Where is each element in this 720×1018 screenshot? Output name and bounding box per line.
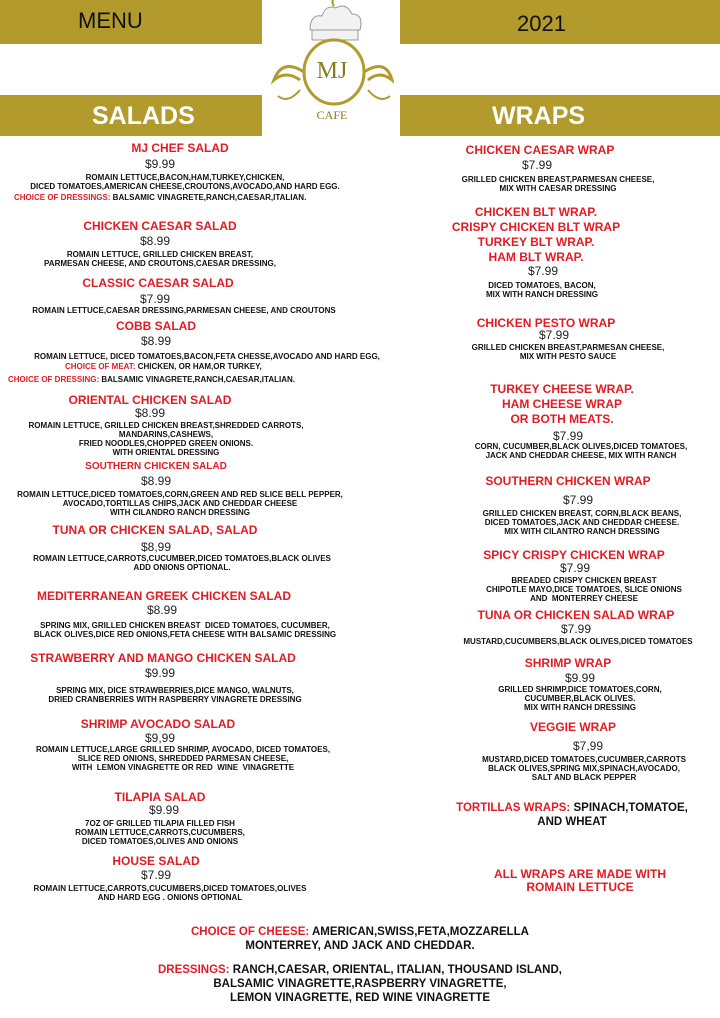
salad-8-name: STRAWBERRY AND MANGO CHICKEN SALAD bbox=[30, 651, 296, 665]
salad-0-choice: CHOICE OF DRESSINGS: BALSAMIC VINAGRETE,RANCH,CAESAR,ITALIAN. bbox=[14, 193, 307, 202]
salad-2-name: CLASSIC CAESAR SALAD bbox=[82, 276, 234, 290]
wrap-7-name: SHRIMP WRAP bbox=[524, 656, 612, 670]
salad-4-desc: ROMAIN LETTUCE, GRILLED CHICKEN BREAST,SHREDDED CARROTS, MANDARINS,CASHEWS, FRIED NOODLES,CHOPPED GREEN ONIONS. WITH ORIENTAL DRESSING bbox=[28, 421, 304, 457]
wrap-4-price: $7.99 bbox=[562, 493, 594, 507]
salad-3-choice-dressing: CHOICE OF DRESSING: BALSAMIC VINAGRETE,RANCH,CAESAR,ITALIAN. bbox=[8, 375, 295, 384]
wrap-2-price: $7.99 bbox=[538, 328, 570, 342]
salad-1-price: $8.99 bbox=[139, 234, 171, 248]
salad-0-name: MJ CHEF SALAD bbox=[131, 141, 229, 155]
wrap-1-price: $7.99 bbox=[527, 264, 559, 278]
salad-0-desc: ROMAIN LETTUCE,BACON,HAM,TURKEY,CHICKEN, DICED TOMATOES,AMERICAN CHEESE,CROUTONS,AVOCADO,AND HARD EGG. bbox=[30, 173, 340, 191]
salad-11-price: $7.99 bbox=[140, 868, 172, 882]
logo bbox=[270, 0, 394, 128]
choice-of-cheese: CHOICE OF CHEESE: AMERICAN,SWISS,FETA,MOZZARELLA MONTERREY, AND JACK AND CHEDDAR. bbox=[191, 926, 529, 952]
logo-initials: MJ bbox=[316, 58, 348, 84]
wrap-8-desc: MUSTARD,DICED TOMATOES,CUCUMBER,CARROTS BLACK OLIVES,SPRING MIX,SPINACH,AVOCADO, SALT AND BLACK PEPPER bbox=[482, 755, 686, 782]
wrap-3-desc: CORN, CUCUMBER,BLACK OLIVES,DICED TOMATOES, JACK AND CHEDDAR CHEESE, MIX WITH RANCH bbox=[474, 442, 688, 460]
wraps-heading: WRAPS bbox=[492, 102, 586, 130]
wrap-7-desc: GRILLED SHRIMP,DICE TOMATOES,CORN, CUCUMBER,BLACK OLIVES. MIX WITH RANCH DRESSING bbox=[498, 685, 662, 712]
salads-heading: SALADS bbox=[92, 102, 195, 130]
wrap-8-name: VEGGIE WRAP bbox=[529, 720, 616, 734]
wrap-1-desc: DICED TOMATOES, BACON, MIX WITH RANCH DRESSING bbox=[486, 281, 598, 299]
wraps-note: ALL WRAPS ARE MADE WITH ROMAIN LETTUCE bbox=[494, 867, 666, 894]
salad-0-price: $9.99 bbox=[144, 157, 176, 171]
salad-3-name: COBB SALAD bbox=[116, 319, 196, 333]
salad-2-desc: ROMAIN LETTUCE,CAESAR DRESSING,PARMESAN CHEESE, AND CROUTONS bbox=[32, 306, 336, 315]
wrap-0-name: CHICKEN CAESAR WRAP bbox=[465, 143, 615, 157]
salad-10-price: $9.99 bbox=[148, 803, 180, 817]
salad-11-name: HOUSE SALAD bbox=[112, 854, 200, 868]
salad-10-desc: 7OZ OF GRILLED TILAPIA FILLED FISH ROMAIN LETTUCE,CARROTS,CUCUMBERS, DICED TOMATOES,OLIVES AND ONIONS bbox=[75, 819, 245, 846]
wrap-2-name: CHICKEN PESTO WRAP bbox=[476, 316, 616, 330]
tortillas-wraps: TORTILLAS WRAPS: SPINACH,TOMATOE, AND WHEAT bbox=[456, 802, 688, 828]
dressings-list: DRESSINGS: RANCH,CAESAR, ORIENTAL, ITALIAN, THOUSAND ISLAND, BALSAMIC VINAGRETTE,RASPBERRY VINAGRETTE, LEMON VINAGRETTE, RED WINE VINAGRETTE bbox=[157, 964, 562, 1004]
wrap-0-desc: GRILLED CHICKEN BREAST,PARMESAN CHEESE, MIX WITH CAESAR DRESSING bbox=[461, 175, 655, 193]
salad-9-desc: ROMAIN LETTUCE,LARGE GRILLED SHRIMP, AVOCADO, DICED TOMATOES, SLICE RED ONIONS, SHREDDED PARMESAN CHEESE, WITH LEMON VINAGRETTE OR RED WINE VINAGRETTE bbox=[35, 745, 331, 772]
salad-4-name: ORIENTAL CHICKEN SALAD bbox=[68, 393, 232, 407]
salad-2-price: $7.99 bbox=[139, 292, 171, 306]
salad-7-desc: SPRING MIX, GRILLED CHICKEN BREAST DICED TOMATOES, CUCUMBER, BLACK OLIVES,DICE RED ONIONS,FETA CHEESE WITH BALSAMIC DRESSING bbox=[33, 621, 337, 639]
salad-3-price: $8.99 bbox=[140, 334, 172, 348]
salad-10-name: TILAPIA SALAD bbox=[114, 790, 206, 804]
salad-8-desc: SPRING MIX, DICE STRAWBERRIES,DICE MANGO, WALNUTS, DRIED CRANBERRIES WITH RASPBERRY VINAGRETE DRESSING bbox=[48, 686, 302, 704]
wrap-5-name: SPICY CRISPY CHICKEN WRAP bbox=[483, 548, 665, 562]
wrap-7-price: $9.99 bbox=[564, 671, 596, 685]
salad-6-price: $8,99 bbox=[140, 540, 172, 554]
salad-11-desc: ROMAIN LETTUCE,CARROTS,CUCUMBERS,DICED TOMATOES,OLIVES AND HARD EGG . ONIONS OPTIONAL bbox=[33, 884, 307, 902]
salad-6-desc: ROMAIN LETTUCE,CARROTS,CUCUMBER,DICED TOMATOES,BLACK OLIVES ADD ONIONS OPTIONAL. bbox=[33, 554, 331, 572]
wrap-2-desc: GRILLED CHICKEN BREAST,PARMESAN CHEESE, MIX WITH PESTO SAUCE bbox=[471, 343, 665, 361]
salad-3-choice-meat: CHOICE OF MEAT: CHICKEN, OR HAM,OR TURKEY, bbox=[65, 362, 262, 371]
salad-1-desc: ROMAIN LETTUCE, GRILLED CHICKEN BREAST, PARMESAN CHEESE, AND CROUTONS,CAESAR DRESSING, bbox=[44, 250, 276, 268]
salad-1-name: CHICKEN CAESAR SALAD bbox=[83, 219, 237, 233]
logo-sub: CAFE bbox=[316, 108, 348, 122]
salad-6-name: TUNA OR CHICKEN SALAD, SALAD bbox=[52, 523, 258, 537]
wrap-4-desc: GRILLED CHICKEN BREAST, CORN,BLACK BEANS, DICED TOMATOES,JACK AND CHEDDAR CHEESE. MIX WITH CILANTRO RANCH DRESSING bbox=[482, 509, 682, 536]
menu-label: MENU bbox=[78, 8, 143, 33]
salad-8-price: $9.99 bbox=[144, 666, 176, 680]
salad-4-price: $8.99 bbox=[134, 406, 166, 420]
wrap-0-price: $7.99 bbox=[521, 158, 553, 172]
wrap-5-desc: BREADED CRISPY CHICKEN BREAST CHIPOTLE MAYO,DICE TOMATOES, SLICE ONIONS AND MONTERREY CHEESE bbox=[486, 576, 682, 603]
wrap-4-name: SOUTHERN CHICKEN WRAP bbox=[485, 474, 651, 488]
wrap-1-name: CHICKEN BLT WRAP. CRISPY CHICKEN BLT WRAP TURKEY BLT WRAP. HAM BLT WRAP. bbox=[451, 205, 621, 264]
salad-9-name: SHRIMP AVOCADO SALAD bbox=[80, 717, 236, 731]
wrap-8-price: $7,99 bbox=[572, 739, 604, 753]
wrap-3-name: TURKEY CHEESE WRAP. HAM CHEESE WRAP OR BOTH MEATS. bbox=[490, 382, 634, 426]
wrap-5-price: $7.99 bbox=[559, 561, 591, 575]
wrap-6-name: TUNA OR CHICKEN SALAD WRAP bbox=[477, 608, 675, 622]
salad-9-price: $9,99 bbox=[144, 731, 176, 745]
salad-7-price: $8.99 bbox=[146, 603, 178, 617]
year-label: 2021 bbox=[517, 11, 566, 36]
salad-5-price: $8.99 bbox=[140, 474, 172, 488]
salad-5-name: SOUTHERN CHICKEN SALAD bbox=[85, 461, 227, 472]
wrap-6-price: $7.99 bbox=[560, 622, 592, 636]
salad-7-name: MEDITERRANEAN GREEK CHICKEN SALAD bbox=[36, 589, 291, 603]
wrap-3-price: $7.99 bbox=[552, 429, 584, 443]
salad-3-desc: ROMAIN LETTUCE, DICED TOMATOES,BACON,FETA CHESSE,AVOCADO AND HARD EGG, bbox=[34, 352, 380, 361]
salad-5-desc: ROMAIN LETTUCE,DICED TOMATOES,CORN,GREEN AND RED SLICE BELL PEPPER, AVOCADO,TORTILLAS CHIPS,JACK AND CHEDDAR CHEESE WITH CILANDRO RANCH DRESSING bbox=[17, 490, 343, 517]
wrap-6-desc: MUSTARD,CUCUMBERS,BLACK OLIVES,DICED TOMATOES bbox=[463, 637, 693, 646]
